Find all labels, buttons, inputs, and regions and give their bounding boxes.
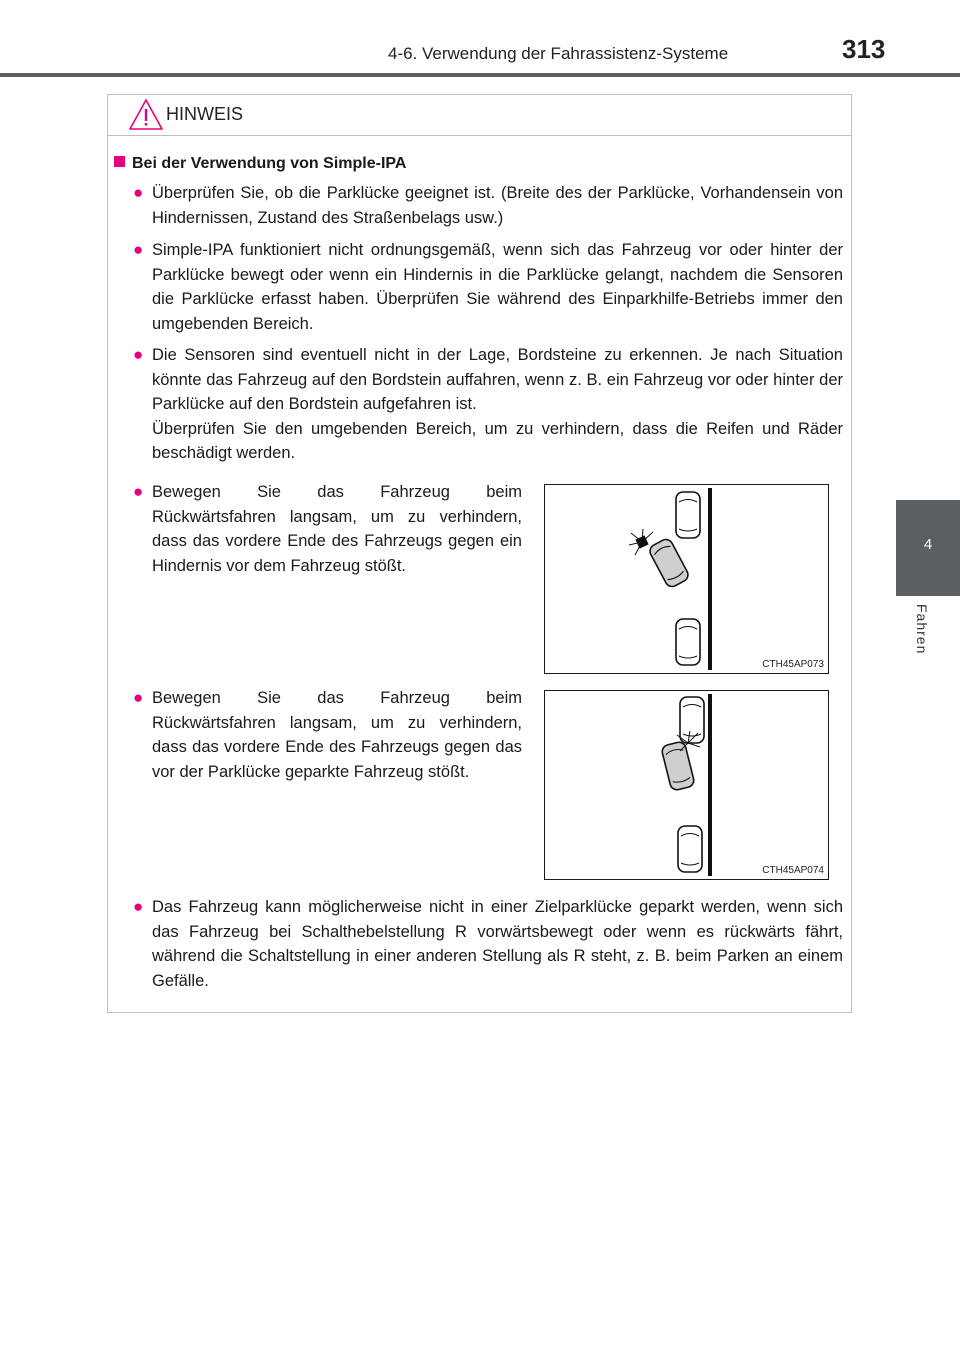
- header-title: 4-6. Verwendung der Fahrassistenz-Systeme: [388, 44, 729, 63]
- bullet-icon: ●: [133, 240, 144, 259]
- figure-code: CTH45AP073: [762, 659, 824, 670]
- notice-header: [108, 95, 851, 136]
- illustration-parked-vehicle: [544, 690, 829, 880]
- warning-triangle-icon: [128, 98, 164, 131]
- section-heading-text: Bei der Verwendung von Simple-IPA: [132, 155, 407, 172]
- list-item-text: Das Fahrzeug kann möglicherweise nicht in einer Zielparklücke geparkt werden, wenn sich das Fahrzeug bei Schalthebelstellung R vorwärtsbewegt oder wenn es rückwärts fährt, während die Schaltstellung in einer anderen Stellung als R steht, z. B. beim Parken an einem Gefälle.: [152, 898, 843, 990]
- list-item-text-continued: Überprüfen Sie den umgebenden Bereich, um zu verhindern, dass die Reifen und Räder beschädigt werden.: [152, 419, 843, 462]
- list-item-text: Überprüfen Sie, ob die Parklücke geeignet ist. (Breite des der Parklücke, Vorhandensein von Hindernissen, Zustand des Straßenbelags usw.): [152, 184, 843, 227]
- list-item: [133, 181, 843, 230]
- list-item: [133, 686, 522, 784]
- bullet-icon: ●: [133, 897, 144, 916]
- bullet-icon: ●: [133, 482, 144, 501]
- list-item: [133, 343, 843, 466]
- list-item-text: Bewegen Sie das Fahrzeug beim Rückwärtsfahren langsam, um zu verhindern, dass das vordere Ende des Fahrzeugs gegen das vor der Parklücke geparkte Fahrzeug stößt.: [152, 689, 522, 781]
- section-heading: [114, 155, 406, 173]
- notice-title: HINWEIS: [166, 104, 244, 124]
- list-item-text: Die Sensoren sind eventuell nicht in der Lage, Bordsteine zu erkennen. Je nach Situation könnte das Fahrzeug auf den Bordstein auffahren, wenn z. B. ein Fahrzeug vor oder hinter der Parklücke auf den Bordstein aufgefahren ist.: [152, 346, 843, 413]
- chapter-tab[interactable]: [896, 500, 960, 596]
- list-item-text: Bewegen Sie das Fahrzeug beim Rückwärtsfahren langsam, um zu verhindern, dass das vordere Ende des Fahrzeugs gegen ein Hindernis vor dem Fahrzeug stößt.: [152, 483, 522, 575]
- chapter-number: 4: [923, 536, 933, 553]
- list-item: [133, 238, 843, 336]
- page-number: 313: [842, 34, 886, 64]
- figure-code: CTH45AP074: [762, 865, 824, 876]
- chapter-label: Fahren: [914, 604, 930, 655]
- parking-collision-diagram: [545, 691, 828, 879]
- list-item: [133, 895, 843, 993]
- illustration-obstacle: [544, 484, 829, 674]
- list-item-text: Simple-IPA funktioniert nicht ordnungsgemäß, wenn sich das Fahrzeug vor oder hinter der Parklücke bewegt oder wenn ein Hindernis in die Parklücke gelangt, nachdem die Sensoren die Parklücke erfasst haben. Überprüfen Sie während des Einparkhilfe-Betriebs immer den umgebenden Bereich.: [152, 241, 843, 333]
- notice-box: [107, 94, 852, 1013]
- bullet-icon: ●: [133, 345, 144, 364]
- list-item: [133, 480, 522, 578]
- parking-obstacle-diagram: [545, 485, 828, 673]
- square-bullet-icon: [114, 156, 125, 167]
- bullet-icon: ●: [133, 183, 144, 202]
- header-rule: [0, 73, 960, 77]
- bullet-icon: ●: [133, 688, 144, 707]
